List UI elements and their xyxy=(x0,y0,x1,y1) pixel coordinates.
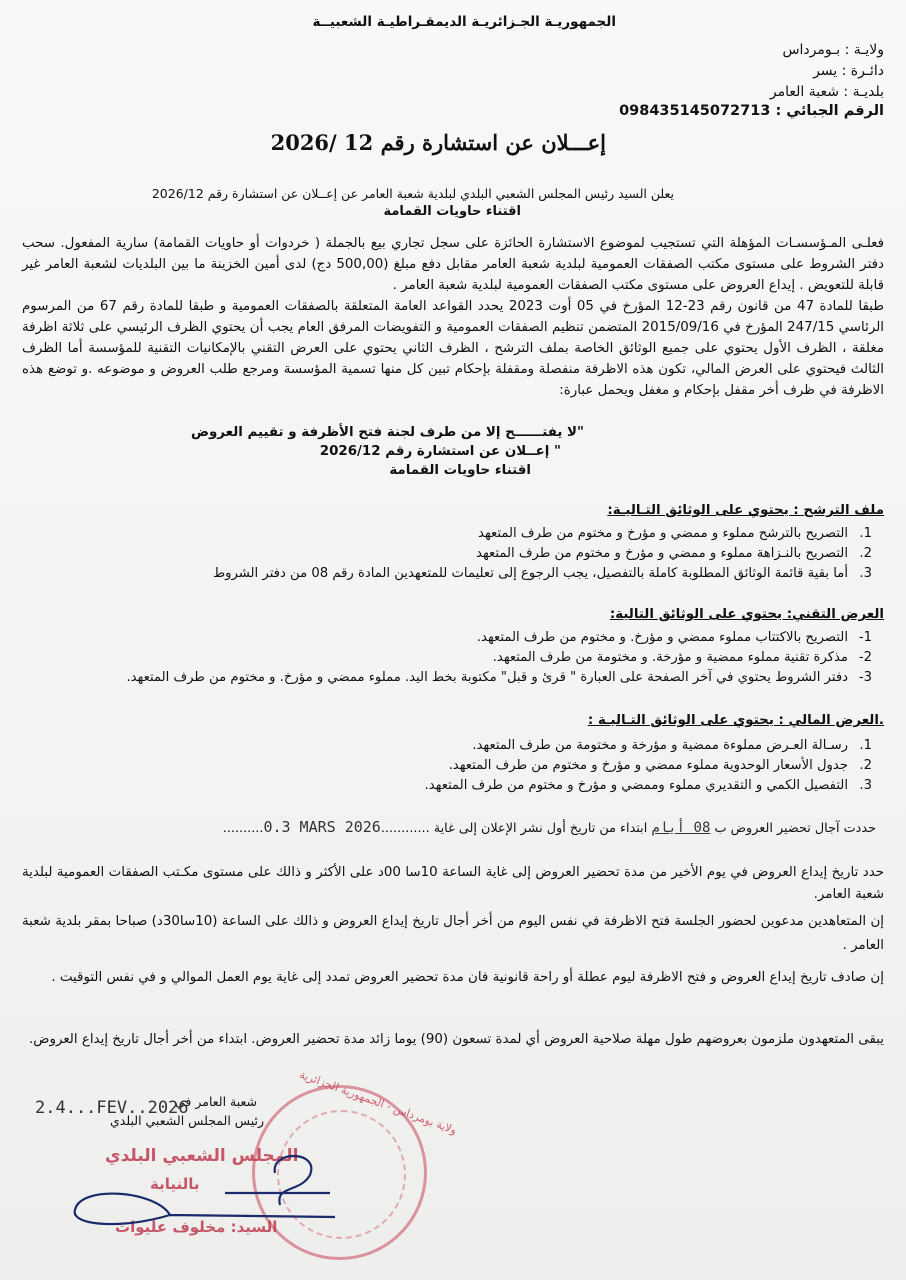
signature-president-title: رئيس المجلس الشعبي البلدي xyxy=(110,1113,264,1128)
stamped-date: 2.4...FEV..2026 xyxy=(35,1098,189,1118)
paragraph-validity: يبقى المتعهدون ملزمون بعروضهم طول مهلة صلاحية العروض أي لمدة تسعون (90) يوما زائد مدة تحضير العروض. ابتداء من أخر أجال تاريخ إيداع العروض. xyxy=(29,1032,884,1047)
paragraph-legal-basis: طبقا للمادة 47 من قانون رقم 23-12 المؤرخ في 05 أوت 2023 يحدد القواعد العامة المتعلقة بالصفقات العمومية و طبقا للمادة رقم 67 من المرسوم الرئاسي 247/15 المؤرخ في 2015/09/16 المتضمن تنظيم الصفقات العمومية و التفويضات المرفق العام يجب أن يحتوي الظرف الرئيسي على ثلاثة اظرفة مغلقة ، الظرف الأول يحتوي على جميع الوثائق الخاصة بملف الترشح ، الظرف الثاني يحتوي على العرض التقني بالإمكانيات التقنية للمؤسسة أما الظرف الثالث فيحتوي على العرض المالي، تكون هذه الاظرفة منفصلة ومقفلة بإحكام تبين كل منها تسمية المؤسسة ومرجع طلب العروض و موضوعه .و توضع هذه الاظرفة في ظرف أخر مقفل بإحكام و مغفل ويحمل عبارة: xyxy=(22,299,885,398)
handwritten-days: 08 أيام xyxy=(651,820,711,836)
list-item: 1.رسـالة العـرض مملوءة ممضية و مؤرخة و مختومة من طرف المتعهد. xyxy=(472,738,872,753)
handwritten-signature xyxy=(60,1145,340,1235)
deadline-line: حددت آجال تحضير العروض ب 08 أيام ابتداء من تاريخ أول نشر الإعلان إلى غاية ............0.3 MARS 2026.......... xyxy=(222,818,876,836)
stamp-name-line: السيد: مخلوف عليوات xyxy=(115,1218,278,1236)
list-item: 3.التفصيل الكمي و التقديري مملوء وممضي و مؤرخ و مختوم من طرف المتعهد. xyxy=(424,778,872,793)
intro-subject: اقتناء حاويات القمامة xyxy=(383,204,521,219)
envelope-label-line3: اقتناء حاويات القمامة xyxy=(389,463,531,478)
list-item: 1.التصريح بالترشح مملوء و ممضي و مؤرخ و مختوم من طرف المتعهد xyxy=(478,526,872,541)
list-item: 1-التصريح بالاكتتاب مملوء ممضي و مؤرخ. و مختوم من طرف المتعهد. xyxy=(476,630,872,645)
list-item: 3.أما بقية قائمة الوثائق المطلوبة كاملة بالتفصيل، يجب الرجوع إلى تعليمات للمتعهدين المادة رقم 08 من دفتر الشروط xyxy=(212,566,872,581)
technical-heading: العرض التقني: يحتوي على الوثائق التالية: xyxy=(609,607,884,622)
financial-list xyxy=(425,736,872,796)
technical-list xyxy=(126,628,872,688)
official-seal: ولاية بومرداس - الجمهورية الجزائرية xyxy=(252,1085,427,1260)
paragraph-deposit: حدد تاريخ إيداع العروض في يوم الأخير من مدة تحضير العروض إلى غاية الساعة 10سا 00د على الأكثر و ذالك على مستوى مكـتب الصفقات العمومية لبلدية شعبة العامر. xyxy=(22,865,885,902)
candidacy-list xyxy=(213,524,872,584)
signature-stroke xyxy=(75,1156,335,1224)
signature-place: شعبة العامر في xyxy=(175,1094,258,1109)
candidacy-heading: ملف الترشح : يحتوي على الوثائق التـاليـة: xyxy=(607,503,884,518)
list-item: 3-دفتر الشروط يحتوي في آخر الصفحة على العبارة " قرئ و قبل" مكتوبة بخط اليد. مملوء ممضي و مؤرخ. و مختوم من طرف المتعهد. xyxy=(126,670,872,685)
tax-number: الرقم الجبائي : 098435145072713 xyxy=(619,103,884,119)
intro-line: يعلن السيد رئيس المجلس الشعبي البلدي لبلدية شعبة العامر عن إعــلان عن استشارة رقم 2026/12 xyxy=(151,186,674,201)
paragraph-eligibility: فعلـى المـؤسسـات المؤهلة التي تستجيب لموضوع الاستشارة الحائزة على سجل تجاري بيع بالجملة ( خردوات أو حاويات القمامة) سارية المفعول. سحب دفتر الشروط على مستوى مكتب الصفقات العمومية لبلدية شعبة العامر مقابل دفع مبلغ (500,00 دج) لدى أمين الخزينة ما بين البلديات لشعبة العامر غير قابلة للتعويض . إيداع العروض على مستوى مكتب الصفقات العمومية لبلدية شعبة العامر . xyxy=(22,236,884,293)
announcement-title: إعـــلان عن استشارة رقم 12 /2026 xyxy=(270,130,606,155)
daira-line: دائـرة : يسر xyxy=(813,63,884,79)
handwritten-deadline-date: 0.3 MARS 2026 xyxy=(263,818,381,836)
republic-header: الجمهوريـة الجـزائريـة الديمقـراطيـة الشعبيــة xyxy=(312,14,616,30)
list-item: 2.جدول الأسعار الوحدوية مملوء ممضي و مؤرخ و مختوم من طرف المتعهد. xyxy=(448,758,872,773)
stamp-deputy-line: بالنيابة xyxy=(150,1175,200,1193)
paragraph-holiday: إن صادف تاريخ إيداع العروض و فتح الاظرفة ليوم عطلة أو راحة قانونية فان مدة تحضير العروض تمدد إلى غاية يوم العمل الموالي و في نفس التوقيت . xyxy=(51,970,884,985)
stamp-council-line: المجلس الشعبي البلدي xyxy=(105,1146,299,1166)
envelope-label-line2: " إعــلان عن استشارة رقم 2026/12 xyxy=(319,444,561,459)
list-item: 2-مذكرة تقنية مملوء ممضية و مؤرخة. و مختومة من طرف المتعهد. xyxy=(492,650,872,665)
paragraph-opening-session: إن المتعاهدين مدعوين لحضور الجلسة فتح الاظرفة في نفس اليوم من أخر أجال تاريخ إيداع العروض و ذالك على الساعة (10سا30د) صباحا بمقر بلدية شعبة العامر . xyxy=(22,914,884,953)
wilaya-line: ولايـة : بـومرداس xyxy=(782,42,884,58)
financial-heading: .العرض المالي : يحتوي على الوثائق التـاليـة : xyxy=(587,713,884,728)
list-item: 2.التصريح بالنـزاهة مملوء و ممضي و مؤرخ و مختوم من طرف المتعهد xyxy=(476,546,872,561)
envelope-label-line1: "لا يفتــــــح إلا من طرف لجنة فتح الأظرفة و تقييم العروض xyxy=(190,425,584,440)
baladia-line: بلديـة : شعبة العامر xyxy=(769,84,884,100)
